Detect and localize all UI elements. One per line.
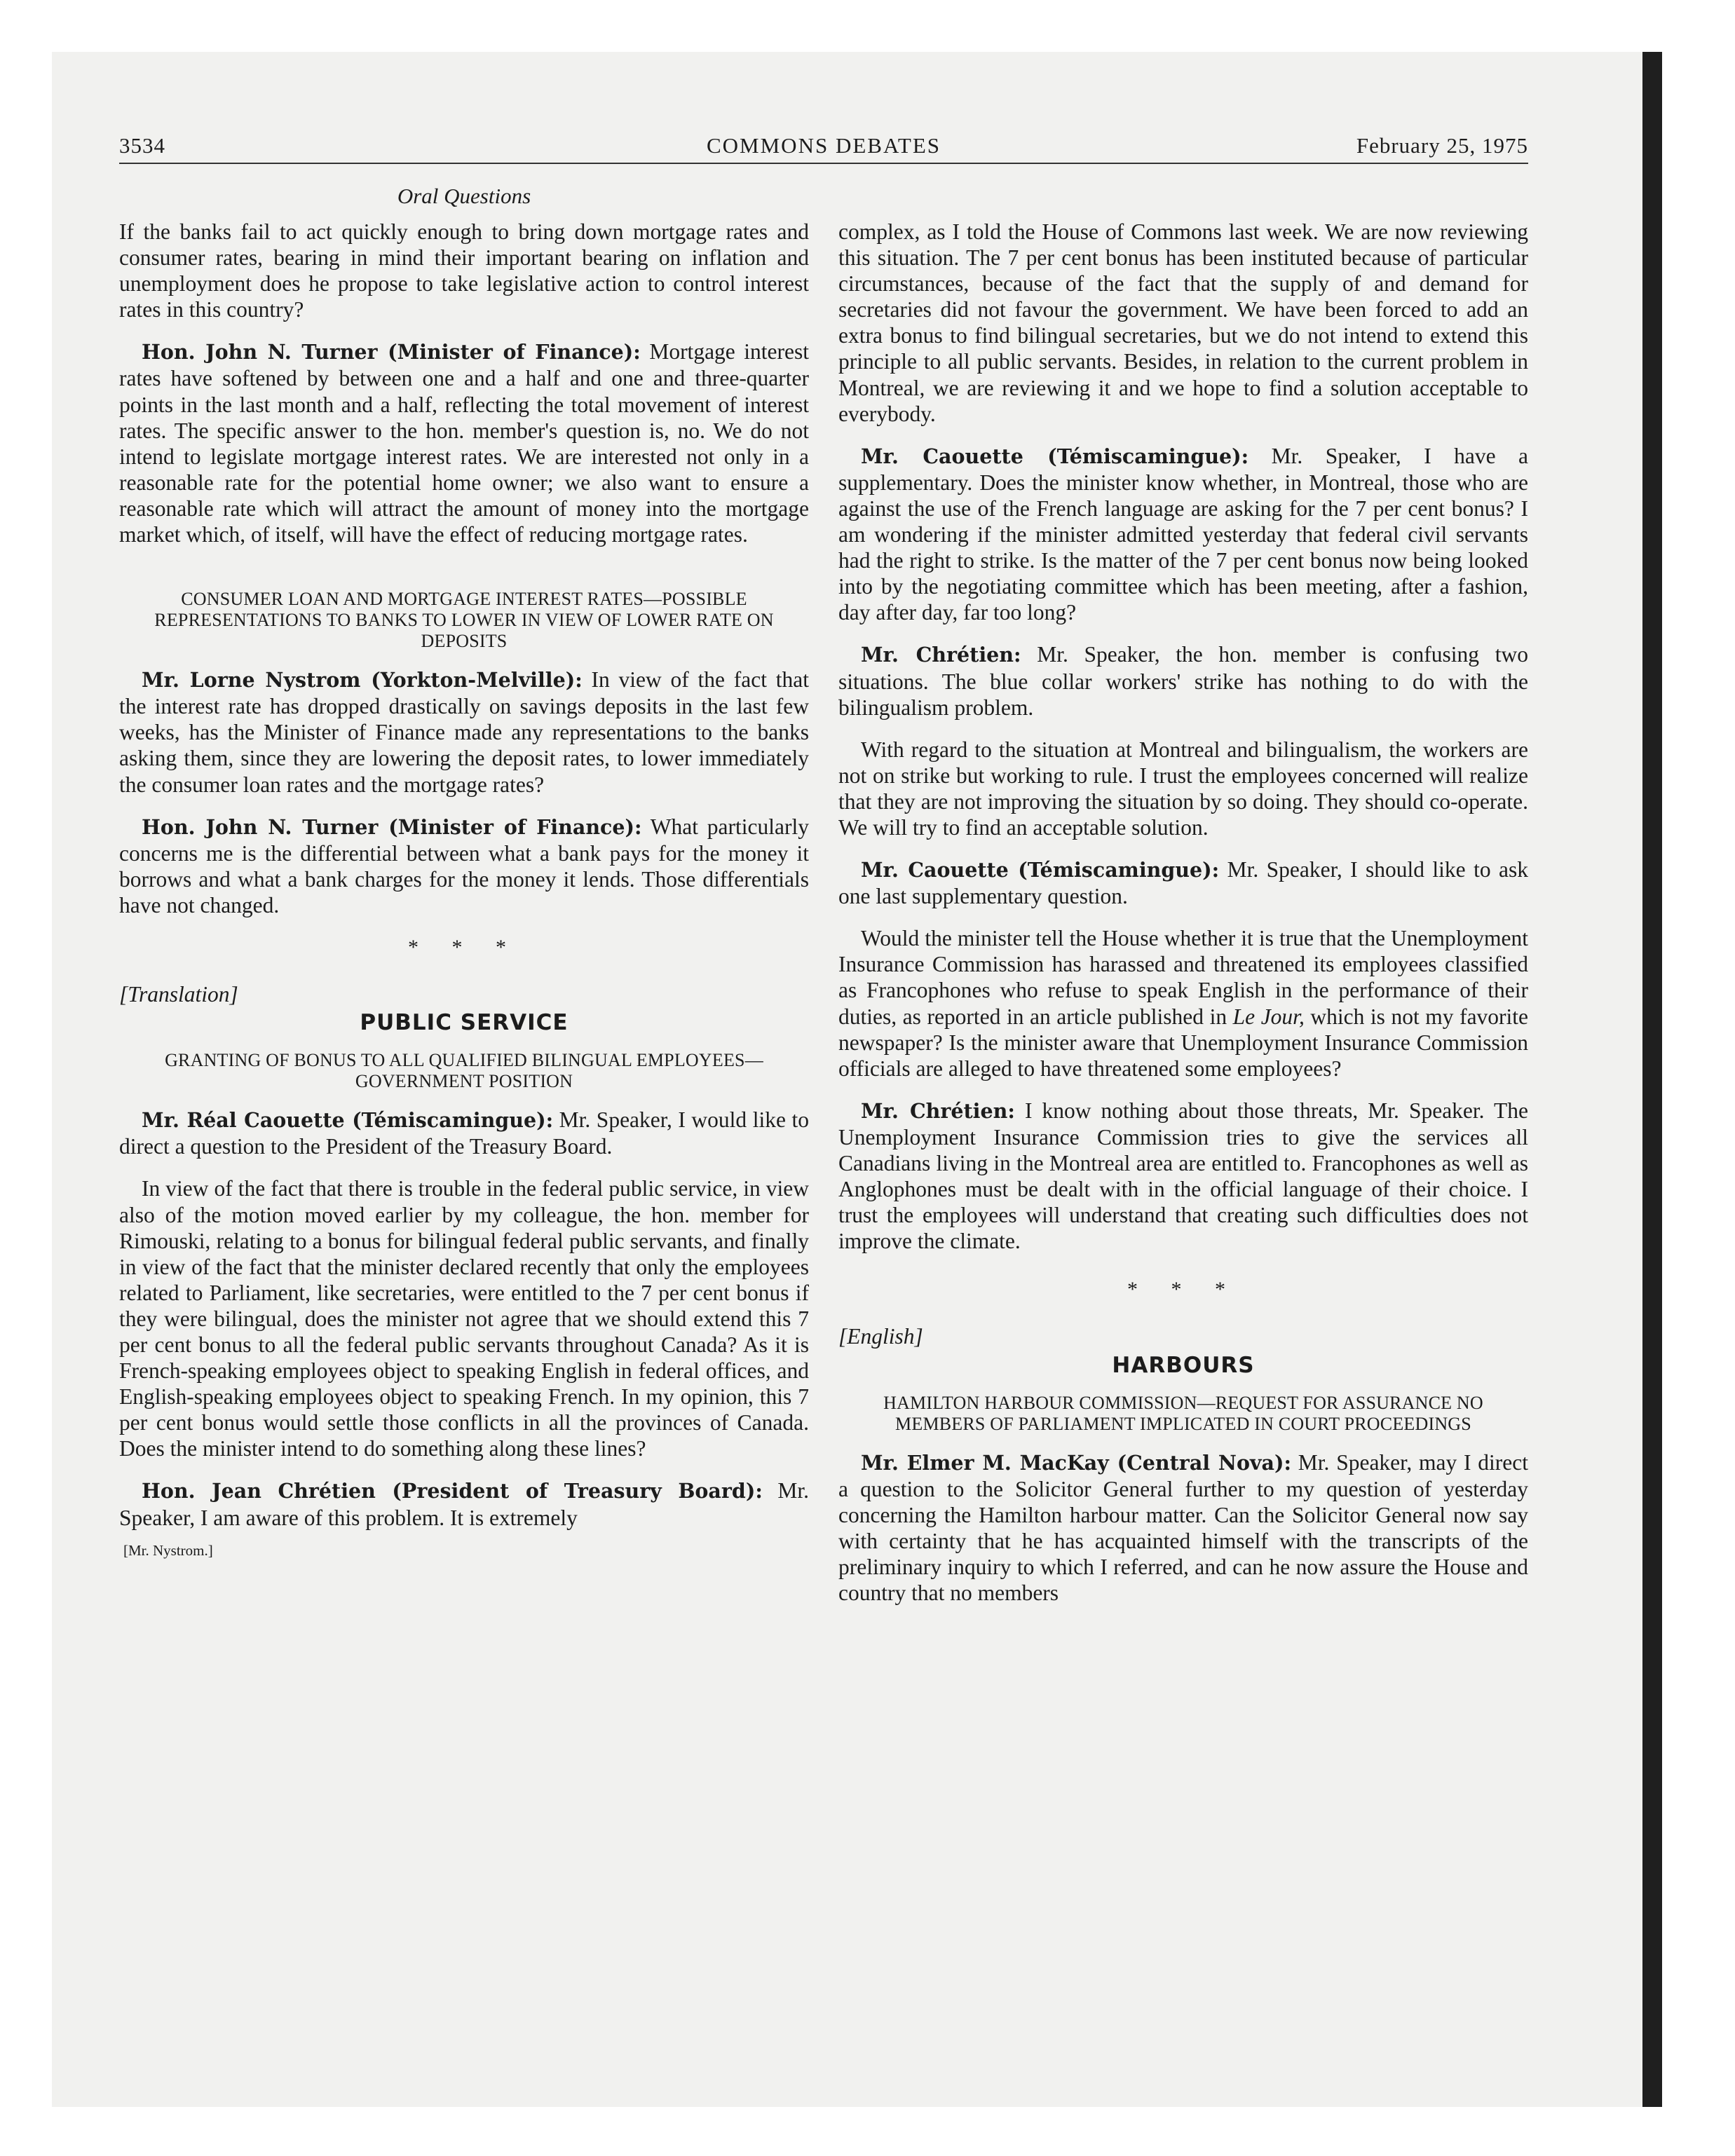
speech-text: Mr. Speaker, I have a supplementary. Does the minister know whether, in Montreal, those who are against the use of the French language are asking for the 7 per cent bonus? I am wondering if the minister admitted yesterday that federal civil servants had the right to strike. Is the matter of the 7 per cent bonus now being looked into by the negotiating committee which has been meeting, after a fashion, day after day, far too long? bbox=[838, 443, 1528, 625]
scan-edge-shadow bbox=[1642, 52, 1662, 2107]
language-marker: [Translation] bbox=[119, 982, 238, 1007]
language-marker: [English] bbox=[838, 1324, 923, 1349]
speaker-name: Hon. Jean Chrétien (President of Treasury Board): bbox=[142, 1479, 763, 1503]
subheading: HAMILTON HARBOUR COMMISSION—REQUEST FOR ASSURANCE NO MEMBERS OF PARLIAMENT IMPLICATED IN COURT PROCEEDINGS bbox=[883, 1392, 1483, 1434]
speaker-name: Hon. John N. Turner (Minister of Finance): bbox=[142, 814, 642, 839]
speaker-name: Mr. Caouette (Témiscamingue): bbox=[861, 444, 1249, 468]
speech bbox=[838, 1449, 1528, 1606]
section-heading: PUBLIC SERVICE bbox=[360, 1010, 569, 1036]
speaker-name: Mr. Chrétien: bbox=[861, 643, 1021, 667]
speech-text: Mr. Speaker, may I direct a question to the Solicitor General further to my question of yesterday concerning the Hamilton harbour matter. Can the Solicitor General now say with certainty that he has acquainted himself with the transcripts of the preliminary inquiry to which I referred, and can he now assure the House and country that no members bbox=[838, 1449, 1528, 1606]
section-separator: * * * bbox=[1127, 1278, 1239, 1302]
speaker-name: Hon. John N. Turner (Minister of Finance): bbox=[142, 340, 641, 364]
speech bbox=[119, 1478, 809, 1530]
speech-text: Mr. Speaker, the hon. member is confusing two situations. The blue collar workers' strike has nothing to do with the bilingualism problem. bbox=[838, 642, 1528, 720]
speech bbox=[838, 857, 1528, 909]
speech-text: Mr. Speaker, I am aware of this problem. It is extremely bbox=[119, 1478, 810, 1530]
paragraph: With regard to the situation at Montreal and bilingualism, the workers are not on strike but working to rule. I trust the employees concerned will realize that they are not improving the situation by so doing. They should co-operate. We will try to find an acceptable solution. bbox=[838, 737, 1528, 840]
paragraph: complex, as I told the House of Commons last week. We are now reviewing this situation. The 7 per cent bonus has been instituted because of particular circumstances, because of the fact that the supply of and demand for secretaries did not favour the government. We have been forced to add an extra bonus to find bilingual secretaries, but we do not intend to extend this principle to all public servants. Besides, in relation to the current problem in Montreal, we are reviewing it and we hope to find a solution acceptable to everybody. bbox=[838, 219, 1528, 426]
speech-text: What particularly concerns me is the differential between what a bank pays for the money it borrows and what a bank charges for the money it lends. Those differentials have not changed. bbox=[119, 814, 809, 917]
speech-text: Mr. Speaker, I would like to direct a question to the President of the Treasury Board. bbox=[119, 1107, 809, 1159]
speaker-name: Mr. Caouette (Témiscamingue): bbox=[861, 858, 1220, 882]
speech bbox=[838, 443, 1528, 626]
speech bbox=[119, 339, 809, 547]
section-heading: HARBOURS bbox=[1112, 1352, 1255, 1378]
speech bbox=[838, 641, 1528, 720]
speech-text: Mortgage interest rates have softened by between one and a half and one and three-quarter points in the last month and a half, reflecting the total movement of interest rates. The specific answer to the hon. member's question is, no. We do not intend to legislate mortgage interest rates. We are interested not only in a reasonable rate for the potential home owner; we also want to ensure a reasonable rate which will attract the amount of money into the mortgage market which, of itself, will have the effect of reducing mortgage rates. bbox=[119, 339, 810, 547]
speech bbox=[119, 1107, 809, 1159]
paragraph-text: which is not my favorite newspaper? Is the minister aware that Unemployment Insurance Commission officials are alleged to have threatened some employees? bbox=[838, 1004, 1529, 1081]
speaker-name: Mr. Elmer M. MacKay (Central Nova): bbox=[861, 1450, 1292, 1475]
subheading: CONSUMER LOAN AND MORTGAGE INTEREST RATES—POSSIBLE REPRESENTATIONS TO BANKS TO LOWER IN VIEW OF LOWER RATE ON DEPOSITS bbox=[154, 589, 774, 652]
page-number: 3534 bbox=[119, 133, 165, 158]
speech bbox=[838, 1098, 1528, 1255]
paragraph: If the banks fail to act quickly enough to bring down mortgage rates and consumer rates, bearing in mind their important bearing on inflation and unemployment does he propose to take legislative action to control interest rates in this country? bbox=[119, 219, 809, 322]
speech bbox=[119, 814, 809, 918]
speech bbox=[119, 667, 809, 797]
speech-text: In view of the fact that the interest rate has dropped drastically on savings deposits in the last few weeks, has the Minister of Finance made any representations to the banks asking them, since they are lowering the deposit rates, to lower immediately the consumer loan rates and the mortgage rates? bbox=[119, 667, 809, 797]
speech-text: I know nothing about those threats, Mr. Speaker. The Unemployment Insurance Commission tries to give the services all Canadians living in the Montreal area are entitled to. Francophones as well as Anglophones must be dealt with in the official language of their choice. I trust the employees will understand that creating such difficulties does not improve the climate. bbox=[838, 1098, 1528, 1254]
page-date: February 25, 1975 bbox=[1356, 133, 1528, 158]
speaker-name: Mr. Réal Caouette (Témiscamingue): bbox=[142, 1108, 554, 1133]
left-column bbox=[119, 219, 809, 1564]
right-column bbox=[838, 219, 1528, 1622]
paragraph: In view of the fact that there is trouble in the federal public service, in view also of the motion moved earlier by my colleague, the hon. member for Rimouski, relating to a bonus for bilingual federal public servants, and finally in view of the fact that the minister declared recently that only the employees related to Parliament, like secretaries, were entitled to the 7 per cent bonus if they were bilingual, does the minister not agree that we should extend this 7 per cent bonus to all the federal public servants throughout Canada? As it is French-speaking employees object to speaking English in federal offices, and English-speaking employees object to speaking French. In my opinion, this 7 per cent bonus would settle those conflicts in all the provinces of Canada. Does the minister intend to do something along these lines? bbox=[119, 1176, 809, 1461]
subheading: GRANTING OF BONUS TO ALL QUALIFIED BILINGUAL EMPLOYEES—GOVERNMENT POSITION bbox=[165, 1050, 763, 1092]
newspaper-title: Le Jour, bbox=[1232, 1004, 1305, 1029]
section-label: Oral Questions bbox=[397, 184, 531, 208]
speaker-name: Mr. Chrétien: bbox=[861, 1098, 1015, 1123]
section-separator: * * * bbox=[408, 935, 520, 959]
footnote: [Mr. Nystrom.] bbox=[123, 1541, 213, 1559]
publication-title: COMMONS DEBATES bbox=[706, 133, 941, 158]
page-header bbox=[119, 133, 1528, 164]
paragraph bbox=[838, 925, 1528, 1082]
paragraph-text: Would the minister tell the House whether it is true that the Unemployment Insurance Commission has harassed and threatened its employees classified as Francophones who refuse to speak English in the performance of their duties, as reported in an article published in bbox=[838, 926, 1528, 1029]
speech-text: Mr. Speaker, I should like to ask one last supplementary question. bbox=[838, 857, 1528, 909]
speaker-name: Mr. Lorne Nystrom (Yorkton-Melville): bbox=[142, 668, 583, 692]
